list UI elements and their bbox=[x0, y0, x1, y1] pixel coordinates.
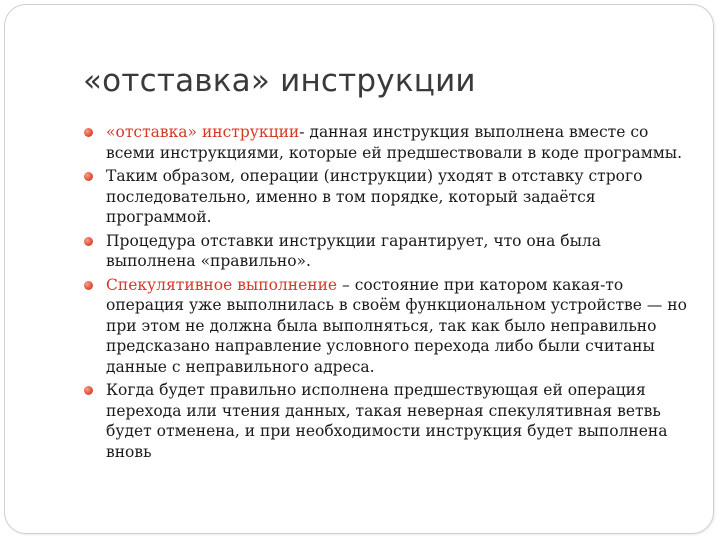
bullet-text: - данная инструкция выполнена вместе со всеми инструкциями, которые ей предшествовали в коде программы. bbox=[106, 123, 683, 162]
bullet-item-2 bbox=[83, 166, 693, 228]
bullet-item-3 bbox=[83, 231, 693, 272]
bullet-prefix: «отставка» инструкции bbox=[106, 123, 300, 141]
bullet-highlight: Спекулятивное выполнение bbox=[106, 275, 338, 294]
bullet-dot-icon bbox=[84, 386, 93, 395]
bullet-item-1 bbox=[83, 122, 693, 163]
bullet-text: – состояние при катором какая-то операция уже выполнилась в своём функциональном устройстве — но при этом не должна была выполняться, так как было неправильно предсказано направление условного перехода либо были считаны данные с неправильного адреса. bbox=[106, 275, 687, 376]
bullet-dot-icon bbox=[84, 237, 93, 246]
bullet-text: Процедура отставки инструкции гарантирует, что она была выполнена «правильно». bbox=[106, 231, 602, 270]
bullet-text: Таким образом, операции (инструкции) уходят в отставку строго последовательно, именно в том порядке, который задаётся программой. bbox=[106, 167, 643, 226]
bullet-item-5 bbox=[83, 380, 693, 462]
bullet-dot-icon bbox=[84, 281, 93, 290]
bullet-dot-icon bbox=[84, 172, 93, 181]
slide bbox=[4, 4, 714, 534]
bullet-text: Когда будет правильно исполнена предшествующая ей операция перехода или чтения данных, такая неверная спекулятивная ветвь будет отменена, и при необходимости инструкция будет выполнена вновь bbox=[106, 381, 668, 461]
bullet-list bbox=[83, 122, 693, 465]
slide-title: «отставка» инструкции bbox=[83, 63, 476, 99]
bullet-item-4 bbox=[83, 275, 693, 378]
bullet-dot-icon bbox=[84, 128, 93, 137]
